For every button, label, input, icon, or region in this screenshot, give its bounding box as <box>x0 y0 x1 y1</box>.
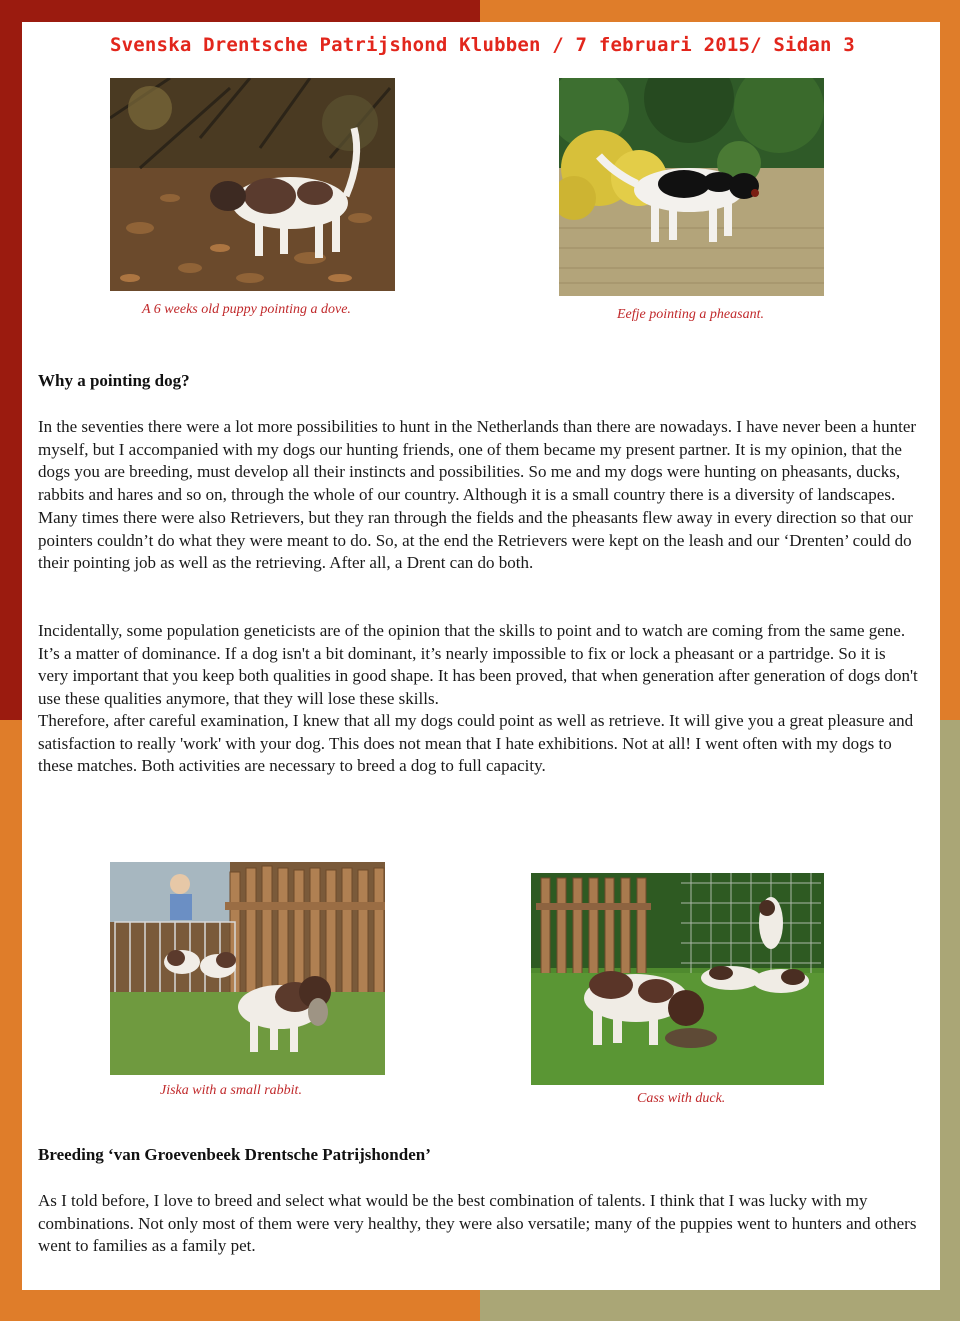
caption-eefje-pheasant: Eefje pointing a pheasant. <box>617 307 764 322</box>
caption-jiska-rabbit: Jiska with a small rabbit. <box>160 1083 302 1098</box>
frame-right-upper <box>940 0 960 720</box>
paragraph-hunting-history: In the seventies there were a lot more possibilities to hunt in the Netherlands than there are nowadays. I have never been a hunter myself, but I accompanied with my dogs our hunting friends, one of them became my present partner. It is my opinion, that the dogs you are breeding, must develop all their instincts and possibilities. So me and my dogs were hunting on pheasants, ducks, rabbits and hares and so on, through the whole of our country. Although it is a small country there is a diversity of landscapes. Many times there were also Retrievers, but they ran through the fields and the pheasants flew away in every direction so that our pointers couldn’t do what they were meant to do. So, at the end the Retrievers were kept on the leash and our ‘Drenten’ could do their pointing job as well as the retrieving. After all, a Drent can do both. <box>38 417 917 573</box>
photo-eefje-pointing-pheasant <box>559 78 824 296</box>
section-heading-breeding: Breeding ‘van Groevenbeek Drentsche Patrijshonden’ <box>38 1145 431 1164</box>
photo-jiska-with-rabbit <box>110 862 385 1075</box>
paragraph-breeding-combinations: As I told before, I love to breed and select what would be the best combination of talents. I think that I was lucky with my combinations. Not only most of them were very healthy, they were also versatile; many of the puppies went to hunters and others went to families as a family pet. <box>38 1191 917 1256</box>
paragraph-point-and-retrieve: Therefore, after careful examination, I knew that all my dogs could point as well as retrieve. It will give you a great pleasure and satisfaction to really 'work' with your dog. This does not mean that I hate exhibitions. Not at all! I went often with my dogs to these matches. Both activities are necessary to breed a dog to full capacity. <box>38 711 914 776</box>
frame-left-upper <box>0 0 22 720</box>
page-header-title: Svenska Drentsche Patrijshond Klubben / 7 februari 2015/ Sidan 3 <box>110 34 855 56</box>
caption-puppy-dove: A 6 weeks old puppy pointing a dove. <box>142 302 351 317</box>
photo-puppy-pointing-dove <box>110 78 395 291</box>
frame-left-lower <box>0 720 22 1321</box>
frame-bottom-left <box>0 1290 480 1321</box>
caption-cass-duck: Cass with duck. <box>637 1091 726 1106</box>
paragraph-population-genetics: Incidentally, some population geneticists are of the opinion that the skills to point and to watch are coming from the same gene. It’s a matter of dominance. If a dog isn't a bit dominant, it’s nearly impossible to fix or lock a pheasant or a partridge. So it is very important that you keep both qualities in good shape. It has been proved, that when generation after generation of dogs don't use these qualities anymore, that they will lose these skills. <box>38 621 918 709</box>
frame-top-right <box>480 0 960 22</box>
section-heading-why-pointing-dog: Why a pointing dog? <box>38 371 190 390</box>
frame-bottom-right <box>480 1290 960 1321</box>
photo-cass-with-duck <box>531 873 824 1085</box>
frame-top-left <box>0 0 480 22</box>
frame-right-lower <box>940 720 960 1321</box>
